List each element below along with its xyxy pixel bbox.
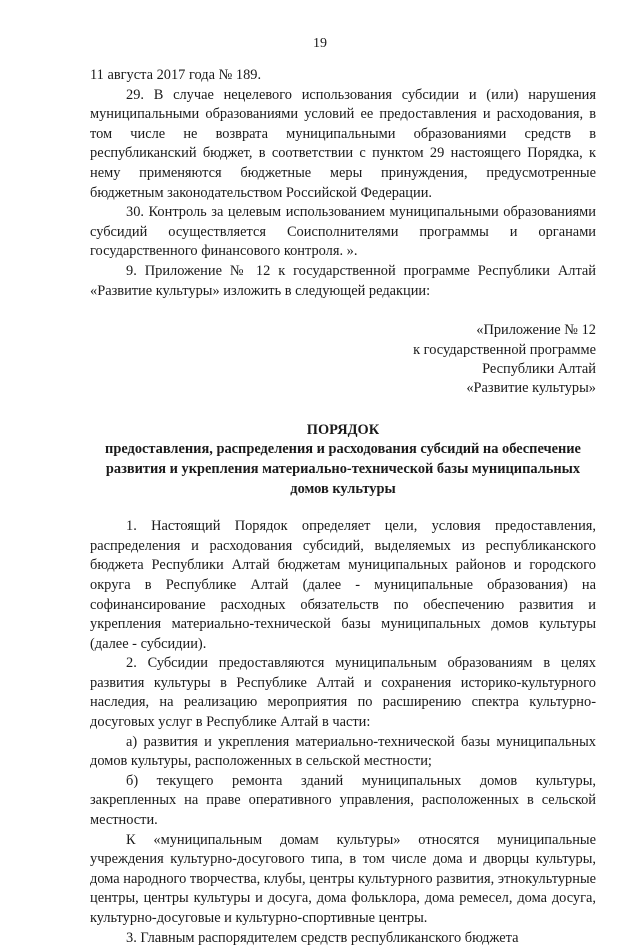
document-subtitle: предоставления, распределения и расходования субсидий на обеспечение развития и укрепления материально-технической базы муниципальных домов культуры: [105, 441, 581, 497]
body-paragraph-3: 3. Главным распорядителем средств республиканского бюджета: [126, 929, 519, 946]
page-number: 19: [313, 36, 327, 51]
document-title: ПОРЯДОК: [306, 421, 380, 438]
document-body: [90, 66, 596, 948]
appendix-header: [90, 321, 596, 399]
appendix-line: «Приложение № 12: [476, 322, 596, 339]
appendix-line: к государственной программе: [413, 341, 596, 358]
body-paragraph-definition: К «муниципальным домам культуры» относятся муниципальные учреждения культурно-досугового типа, в том числе дома и дворцы культуры, дома народного творчества, клубы, центры культурного развития, этнокультурные центры, центры культуры и досуга, дома фольклора, дома ремесел, дома досуга, культурно-досуговые и культурно-спортивные центры.: [90, 831, 596, 926]
body-item-a: а) развития и укрепления материально-технической базы муниципальных домов культуры, расположенных в сельской местности;: [90, 733, 596, 770]
paragraph-29: 29. В случае нецелевого использования субсидии и (или) нарушения муниципальными образованиями условий ее предоставления и расходования, в том числе не возврата муниципальными образованиями средств в республиканский бюджет, в соответствии с пунктом 29 настоящего Порядка, к нему применяются бюджетные меры принуждения, предусмотренные бюджетным законодательством Российской Федерации.: [90, 86, 596, 201]
appendix-line: «Развитие культуры»: [466, 380, 596, 397]
body-item-b: б) текущего ремонта зданий муниципальных домов культуры, закрепленных на праве оперативного управления, расположенных в сельской местности.: [90, 772, 596, 829]
body-paragraph-1: 1. Настоящий Порядок определяет цели, условия предоставления, распределения и расходования субсидий, выделяемых из республиканского бюджета Республики Алтай бюджетам муниципальных районов и городского округа в Республике Алтай (далее - муниципальные образования) на софинансирование расходных обязательств по обеспечению развития и укрепления материально-технической базы муниципальных домов культуры (далее - субсидии).: [90, 518, 596, 652]
body-paragraph-2: 2. Субсидии предоставляются муниципальным образованиям в целях развития культуры в Республике Алтай и сохранения историко-культурного наследия, на реализацию мероприятия по расширению спектра культурно-досуговых услуг в Республике Алтай в части:: [90, 655, 596, 731]
paragraph-9: 9. Приложение № 12 к государственной программе Республики Алтай «Развитие культуры» изложить в следующей редакции:: [90, 262, 596, 299]
paragraph-30: 30. Контроль за целевым использованием муниципальными образованиями субсидий осуществляется Соисполнителями программы и органами государственного финансового контроля. ».: [90, 204, 596, 260]
appendix-line: Республики Алтай: [482, 360, 596, 377]
paragraph-date-tail: 11 августа 2017 года № 189.: [90, 67, 262, 83]
